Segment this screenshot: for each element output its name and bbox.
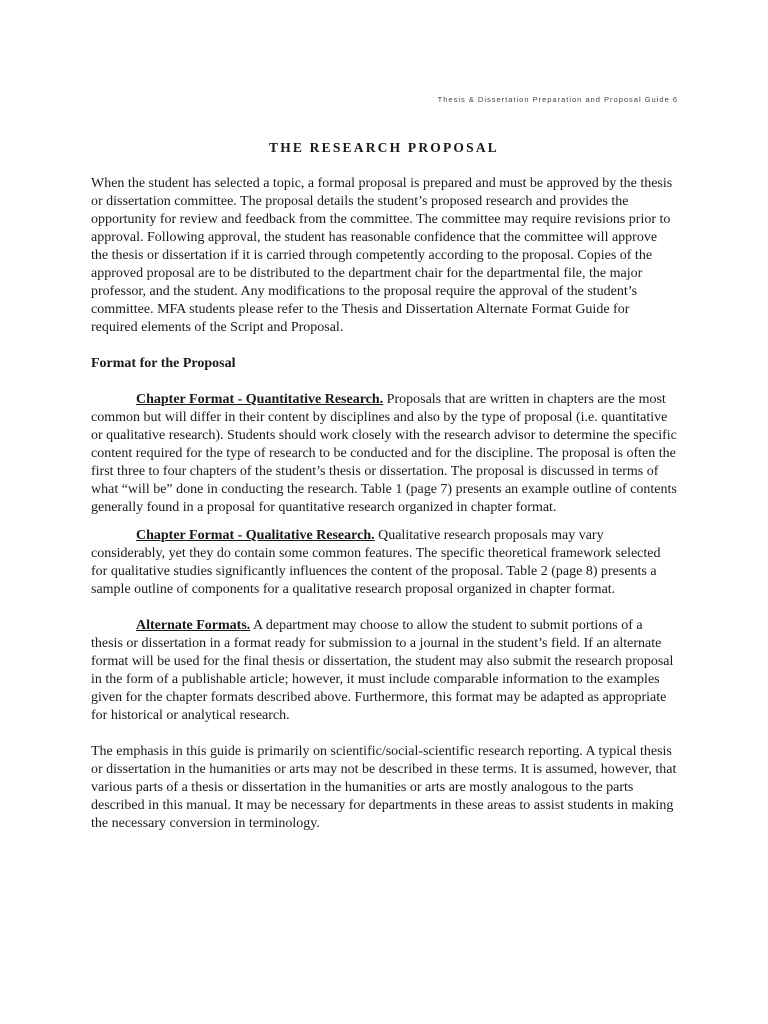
emphasis-paragraph: The emphasis in this guide is primarily on scientific/social-scientific research reporting. A typical thesis or dissertation in the humanities or arts may not be described in these terms. It is assumed, however, that various parts of a thesis or dissertation in the humanities or arts are mostly analogous to the parts described in this manual. It may be necessary for departments in these areas to assist students in making the necessary conversion in terminology.	[91, 744, 677, 831]
quantitative-paragraph	[91, 391, 677, 517]
alternate-label: Alternate Formats.	[136, 618, 251, 633]
qualitative-paragraph	[91, 527, 677, 599]
document-body	[91, 175, 677, 833]
qualitative-label: Chapter Format - Qualitative Research.	[136, 528, 375, 543]
section-heading: Format for the Proposal	[91, 356, 236, 371]
alternate-text: A department may choose to allow the student to submit portions of a thesis or dissertation in a format ready for submission to a journal in the student’s field. If an alternate format will be used for the final thesis or dissertation, the student may also submit the research proposal in the form of a publishable article; however, it must include comparable information to the examples given for the chapter formats described above. Furthermore, this format may be adapted as appropriate for historical or analytical research.	[91, 618, 674, 723]
alternate-paragraph	[91, 617, 677, 725]
page-title: THE RESEARCH PROPOSAL	[269, 140, 499, 155]
quantitative-text: Proposals that are written in chapters are the most common but will differ in their content by disciplines and also by the type of proposal (i.e. quantitative or qualitative research). Students should work closely with the research advisor to determine the specific content required for the type of research to be conducted and for the discipline. The proposal is often the first three to four chapters of the student’s thesis or dissertation. The proposal is discussed in terms of what “will be” done in conducting the research. Table 1 (page 7) presents an example outline of contents generally found in a proposal for quantitative research organized in chapter format.	[91, 392, 677, 515]
quantitative-label: Chapter Format - Quantitative Research.	[136, 392, 384, 407]
intro-paragraph: When the student has selected a topic, a formal proposal is prepared and must be approved by the thesis or dissertation committee. The proposal details the student’s proposed research and provides the opportunity for review and feedback from the committee. The committee may require revisions prior to approval. Following approval, the student has reasonable confidence that the committee will approve the thesis or dissertation if it is carried through competently according to the proposal. Copies of the approved proposal are to be distributed to the department chair for the departmental file, the major professor, and the student. Any modifications to the proposal require the approval of the student’s committee. MFA students please refer to the Thesis and Dissertation Alternate Format Guide for required elements of the Script and Proposal.	[91, 176, 673, 335]
running-header: Thesis & Dissertation Preparation and Proposal Guide 6	[437, 95, 678, 104]
qualitative-text: Qualitative research proposals may vary considerably, yet they do contain some common features. The specific theoretical framework selected for qualitative studies significantly influences the content of the proposal. Table 2 (page 8) presents a sample outline of components for a qualitative research proposal organized in chapter format.	[91, 528, 661, 597]
